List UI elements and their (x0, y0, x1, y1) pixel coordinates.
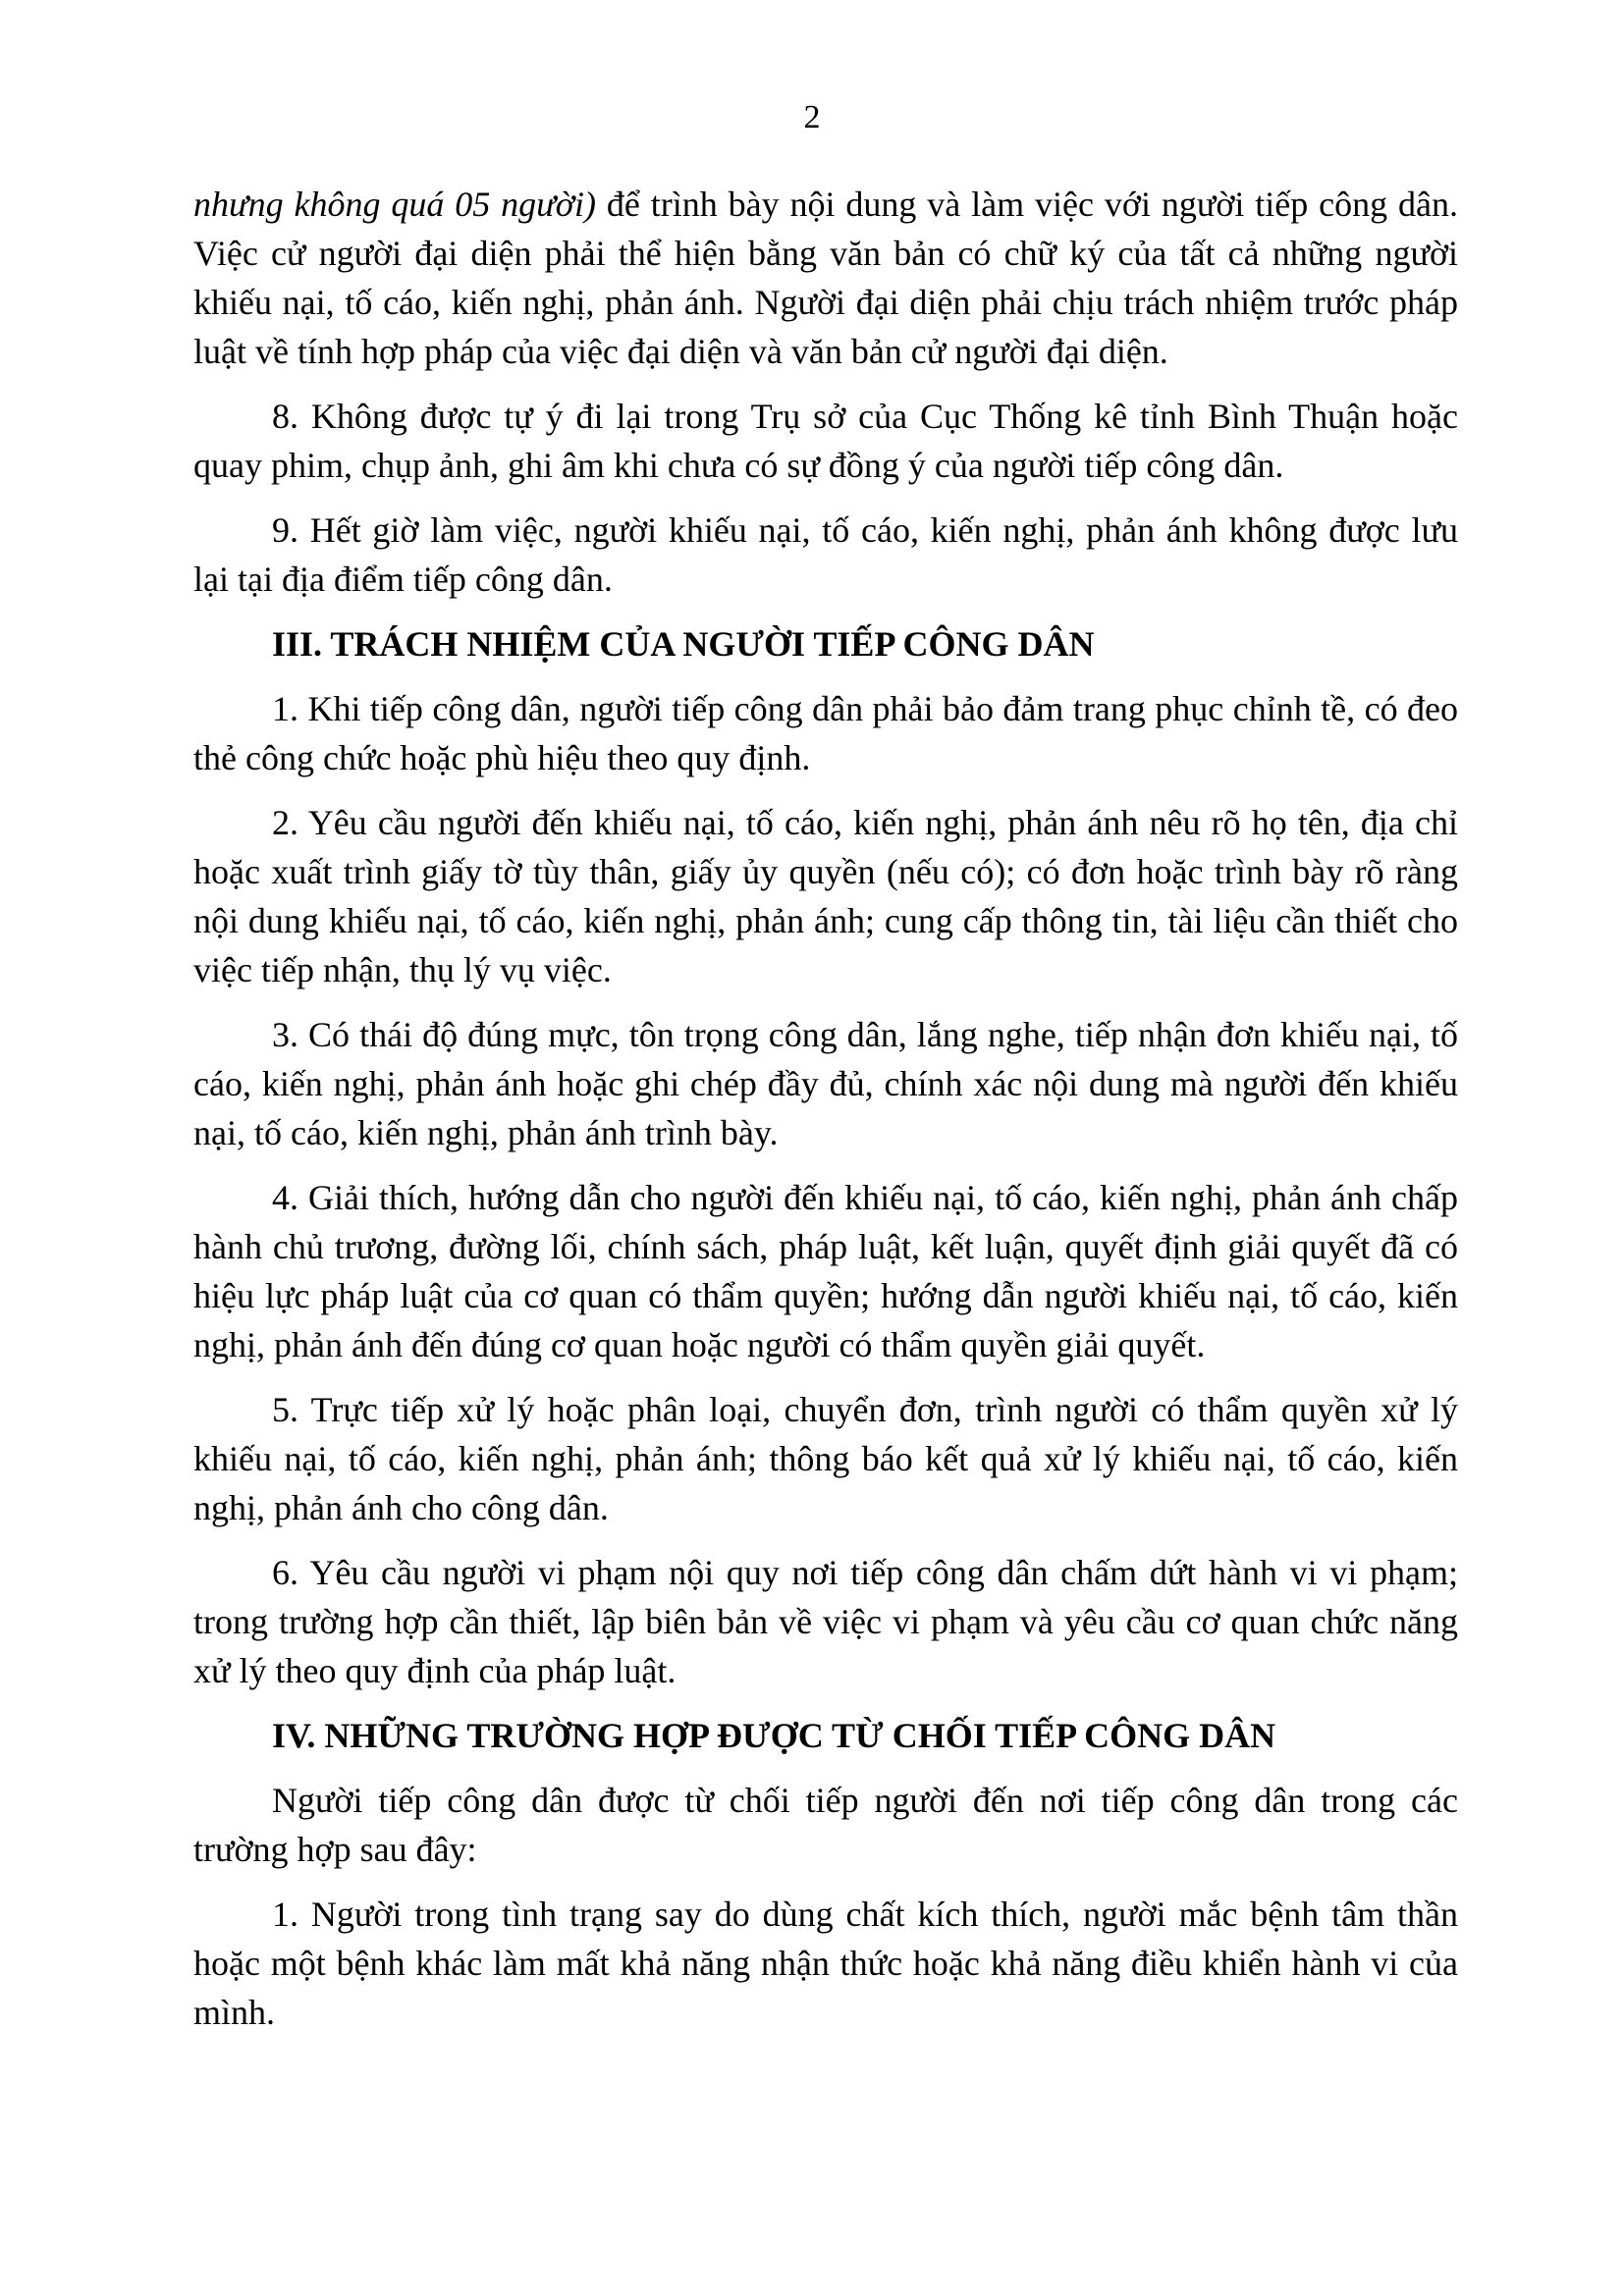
rule-item-9: 9. Hết giờ làm việc, người khiếu nại, tố cáo, kiến nghị, phản ánh không được lưu lại tại địa điểm tiếp công dân. (193, 510, 1458, 599)
section-iii-item-1: 1. Khi tiếp công dân, người tiếp công dân phải bảo đảm trang phục chỉnh tề, có đeo thẻ công chức hoặc phù hiệu theo quy định. (193, 689, 1458, 777)
paragraph-text: để trình bày nội dung và làm việc với người tiếp công dân. Việc cử người đại diện phải thể hiện bằng văn bản có chữ ký của tất cả những người khiếu nại, tố cáo, kiến nghị, phản ánh. Người đại diện phải chịu trách nhiệm trước pháp luật về tính hợp pháp của việc đại diện và văn bản cử người đại diện. (193, 185, 1458, 371)
section-heading-iv: IV. NHỮNG TRƯỜNG HỢP ĐƯỢC TỪ CHỐI TIẾP CÔNG DÂN (272, 1716, 1276, 1755)
section-iii-item-2: 2. Yêu cầu người đến khiếu nại, tố cáo, kiến nghị, phản ánh nêu rõ họ tên, địa chỉ hoặc xuất trình giấy tờ tùy thân, giấy ủy quyền (nếu có); có đơn hoặc trình bày rõ ràng nội dung khiếu nại, tố cáo, kiến nghị, phản ánh; cung cấp thông tin, tài liệu cần thiết cho việc tiếp nhận, thụ lý vụ việc. (193, 803, 1458, 989)
section-iii-item-6: 6. Yêu cầu người vi phạm nội quy nơi tiếp công dân chấm dứt hành vi vi phạm; trong trường hợp cần thiết, lập biên bản về việc vi phạm và yêu cầu cơ quan chức năng xử lý theo quy định của pháp luật. (193, 1553, 1458, 1690)
section-iii-item-5: 5. Trực tiếp xử lý hoặc phân loại, chuyển đơn, trình người có thẩm quyền xử lý khiếu nại, tố cáo, kiến nghị, phản ánh; thông báo kết quả xử lý khiếu nại, tố cáo, kiến nghị, phản ánh cho công dân. (193, 1390, 1458, 1527)
section-iv-intro: Người tiếp công dân được từ chối tiếp người đến nơi tiếp công dân trong các trường hợp sau đây: (193, 1781, 1458, 1869)
page-number: 2 (803, 99, 821, 135)
document-body (193, 180, 1458, 2053)
rule-item-8: 8. Không được tự ý đi lại trong Trụ sở của Cục Thống kê tỉnh Bình Thuận hoặc quay phim, chụp ảnh, ghi âm khi chưa có sự đồng ý của người tiếp công dân. (193, 397, 1458, 485)
section-iv-item-1: 1. Người trong tình trạng say do dùng chất kích thích, người mắc bệnh tâm thần hoặc một bệnh khác làm mất khả năng nhận thức hoặc khả năng điều khiển hành vi của mình. (193, 1895, 1458, 2032)
italic-fragment: nhưng không quá 05 người) (193, 185, 597, 224)
section-iii-item-3: 3. Có thái độ đúng mực, tôn trọng công dân, lắng nghe, tiếp nhận đơn khiếu nại, tố cáo, kiến nghị, phản ánh hoặc ghi chép đầy đủ, chính xác nội dung mà người đến khiếu nại, tố cáo, kiến nghị, phản ánh trình bày. (193, 1015, 1458, 1152)
section-iii-item-4: 4. Giải thích, hướng dẫn cho người đến khiếu nại, tố cáo, kiến nghị, phản ánh chấp hành chủ trương, đường lối, chính sách, pháp luật, kết luận, quyết định giải quyết đã có hiệu lực pháp luật của cơ quan có thẩm quyền; hướng dẫn người khiếu nại, tố cáo, kiến nghị, phản ánh đến đúng cơ quan hoặc người có thẩm quyền giải quyết. (193, 1178, 1458, 1364)
section-heading-iii: III. TRÁCH NHIỆM CỦA NGƯỜI TIẾP CÔNG DÂN (272, 624, 1095, 664)
paragraph-continuation (193, 180, 1458, 376)
